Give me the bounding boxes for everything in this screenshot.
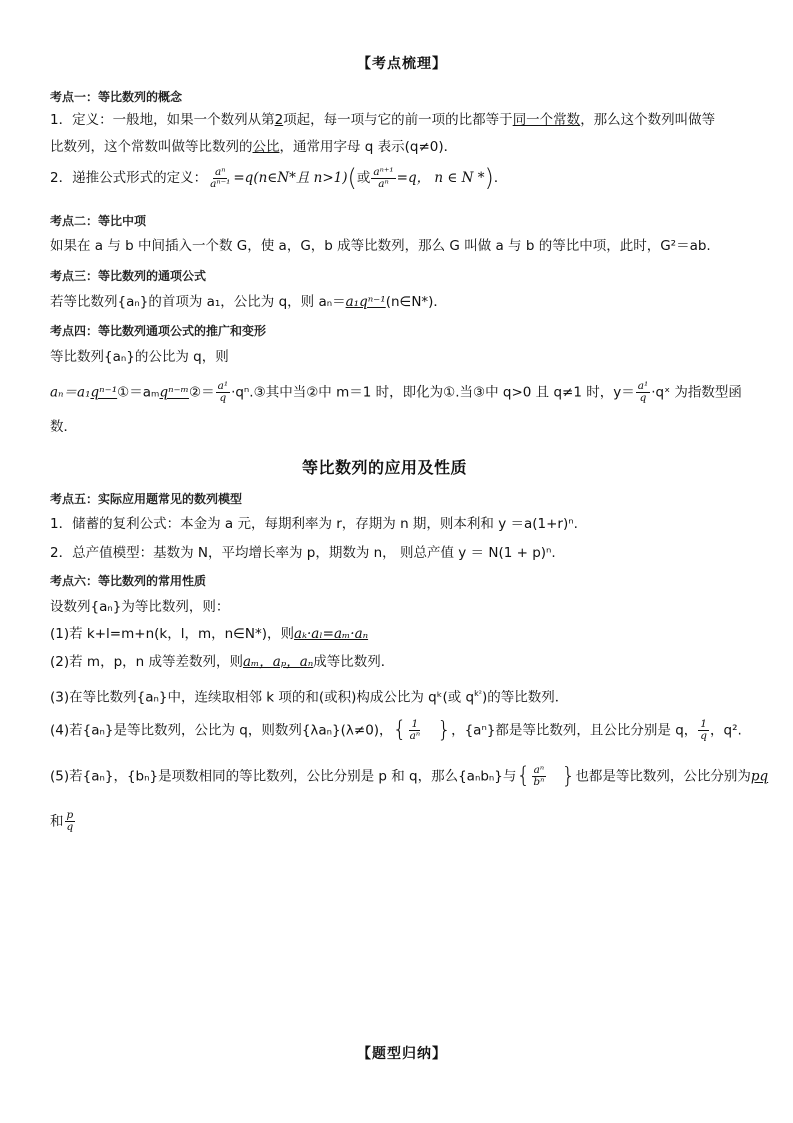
right-brace: } xyxy=(561,763,576,789)
fraction-denominator: aⁿ xyxy=(409,730,421,742)
underlined-formula: qⁿ⁻ᵐ xyxy=(159,384,189,401)
text: 或 xyxy=(356,170,371,186)
fraction xyxy=(408,719,423,742)
fraction xyxy=(531,765,546,788)
kp4-intro: 等比数列{aₙ}的公比为 q，则 xyxy=(50,349,229,365)
text: 和 xyxy=(50,813,64,830)
underlined-formula: aₘ，aₚ，aₙ xyxy=(242,654,314,670)
formula-text: ·qⁿ.③其中当②中 m＝1 时，即化为①.当③中 q>0 且 q≠1 时，y＝ xyxy=(231,384,635,401)
formula-text: aₙ＝a₁ xyxy=(50,384,91,401)
formula-text: =q(n∈N*且 n>1) xyxy=(233,170,348,186)
text: (3)在等比数列{aₙ}中，连续取相邻 k 项的和(或积)构成公比为 qᵏ(或 q xyxy=(50,689,475,706)
fraction-denominator: q xyxy=(700,730,708,742)
text: ，{aⁿ}都是等比数列，且公比分别是 q， xyxy=(451,722,698,739)
text: (4)若{aₙ}是等比数列，公比为 q，则数列{λaₙ}(λ≠0)， xyxy=(50,722,393,739)
text: 成等比数列． xyxy=(313,654,395,670)
text: 若等比数列{aₙ}的首项为 a₁，公比为 q，则 aₙ＝ xyxy=(50,294,346,310)
kp6-property-2 xyxy=(50,652,394,672)
fraction-numerator: 1 xyxy=(411,718,419,730)
text: 也都是等比数列，公比分别为 xyxy=(575,768,751,785)
fraction-denominator: bⁿ xyxy=(533,776,545,788)
underlined-formula: qⁿ⁻¹ xyxy=(90,384,118,401)
kp5-line1: 1．储蓄的复利公式：本金为 a 元，每期利率为 r，存期为 n 期，则本利和 y ＝a(1+r)ⁿ. xyxy=(50,516,578,532)
fraction-numerator: 1 xyxy=(700,718,707,730)
kp1-heading: 考点一：等比数列的概念 xyxy=(50,90,183,104)
text: 2．递推公式形式的定义： xyxy=(50,170,208,186)
text: (1)若 k+l=m+n(k，l，m，n∈N*)，则 xyxy=(50,626,295,642)
fraction-denominator: aⁿ xyxy=(378,177,389,190)
fraction-numerator: p xyxy=(66,809,74,821)
formula-text: ①＝aₘ xyxy=(117,384,160,401)
fraction-numerator: a¹ xyxy=(637,380,649,392)
fraction-denominator: q xyxy=(66,821,74,833)
fraction-denominator: q xyxy=(219,392,227,404)
text: ，q². xyxy=(710,722,742,739)
kp6-property-4 xyxy=(50,719,742,742)
kp4-formula-line xyxy=(50,381,742,404)
right-brace: } xyxy=(437,717,452,743)
fraction-denominator: aⁿ⁻¹ xyxy=(210,177,231,190)
text: (2)若 m，p，n 成等差数列，则 xyxy=(50,654,243,670)
section-title-review: 【考点梳理】 xyxy=(357,56,447,72)
formula-text: =q， n ∈ N * xyxy=(396,170,485,186)
text: (5)若{aₙ}，{bₙ}是项数相同的等比数列，公比分别是 p 和 q，那么{aₙbₙ}与 xyxy=(50,768,517,785)
kp6-heading: 考点六：等比数列的常用性质 xyxy=(50,574,207,588)
underlined-formula: aₖ·aₗ=aₘ·aₙ xyxy=(294,626,369,642)
underlined-text: 2 xyxy=(274,112,284,128)
fraction-numerator: aⁿ xyxy=(533,764,545,776)
kp5-line2: 2．总产值模型：基数为 N，平均增长率为 p，期数为 n， 则总产值 y ＝ N(1 + p)ⁿ. xyxy=(50,545,556,561)
underlined-text: 公比 xyxy=(252,139,280,155)
kp6-intro: 设数列{aₙ}为等比数列，则： xyxy=(50,599,230,615)
fraction-denominator: q xyxy=(639,392,647,404)
fraction xyxy=(65,810,76,833)
fraction xyxy=(698,719,709,742)
kp3-heading: 考点三：等比数列的通项公式 xyxy=(50,269,207,283)
text: 项起，每一项与它的前一项的比都等于 xyxy=(283,112,513,128)
text: )的等比数列． xyxy=(481,689,569,706)
text: 比数列，这个常数叫做等比数列的 xyxy=(50,139,253,155)
fraction xyxy=(216,381,230,404)
underlined-formula: a₁qⁿ⁻¹ xyxy=(345,294,386,310)
left-brace: { xyxy=(516,763,531,789)
left-brace: { xyxy=(392,717,407,743)
underlined-text: 同一个常数 xyxy=(512,112,581,128)
fraction-numerator: a¹ xyxy=(217,380,229,392)
fraction-numerator: aⁿ⁺¹ xyxy=(373,165,394,178)
kp4-formula-end: 数． xyxy=(50,419,77,435)
text: ，那么这个数列叫做等 xyxy=(580,112,716,128)
text: 1．定义：一般地，如果一个数列从第 xyxy=(50,112,275,128)
text: ，通常用字母 q 表示(q≠0)． xyxy=(279,139,458,155)
kp4-heading: 考点四：等比数列通项公式的推广和变形 xyxy=(50,324,267,338)
formula-text: ·qˣ 为指数型函 xyxy=(651,384,742,401)
kp6-property-5 xyxy=(50,765,768,788)
section-title-types: 【题型归纳】 xyxy=(357,1046,447,1062)
kp2-heading: 考点二：等比中项 xyxy=(50,214,147,228)
kp1-definition-line1 xyxy=(50,110,715,130)
text: ． xyxy=(493,170,508,186)
kp2-text: 如果在 a 与 b 中间插入一个数 G，使 a，G，b 成等比数列，那么 G 叫做 a 与 b 的等比中项，此时，G²＝ab. xyxy=(50,238,711,254)
kp1-definition-line2 xyxy=(50,137,457,157)
fraction xyxy=(208,167,232,190)
fraction-numerator: aⁿ xyxy=(214,165,226,178)
kp1-recursive-definition xyxy=(50,166,507,190)
subtitle: 等比数列的应用及性质 xyxy=(302,458,468,477)
fraction xyxy=(636,381,650,404)
kp6-property-5-end xyxy=(50,810,76,833)
kp6-property-1 xyxy=(50,624,368,644)
kp6-property-3 xyxy=(50,684,568,708)
superscript: k² xyxy=(474,689,482,698)
right-paren: ) xyxy=(484,164,494,192)
left-paren: ( xyxy=(347,164,357,192)
underlined-formula: pq xyxy=(750,768,769,785)
kp5-heading: 考点五：实际应用题常见的数列模型 xyxy=(50,492,243,506)
kp3-text xyxy=(50,292,447,312)
text: (n∈N*)． xyxy=(385,294,447,310)
formula-text: ②＝ xyxy=(188,384,215,401)
fraction xyxy=(371,167,395,190)
